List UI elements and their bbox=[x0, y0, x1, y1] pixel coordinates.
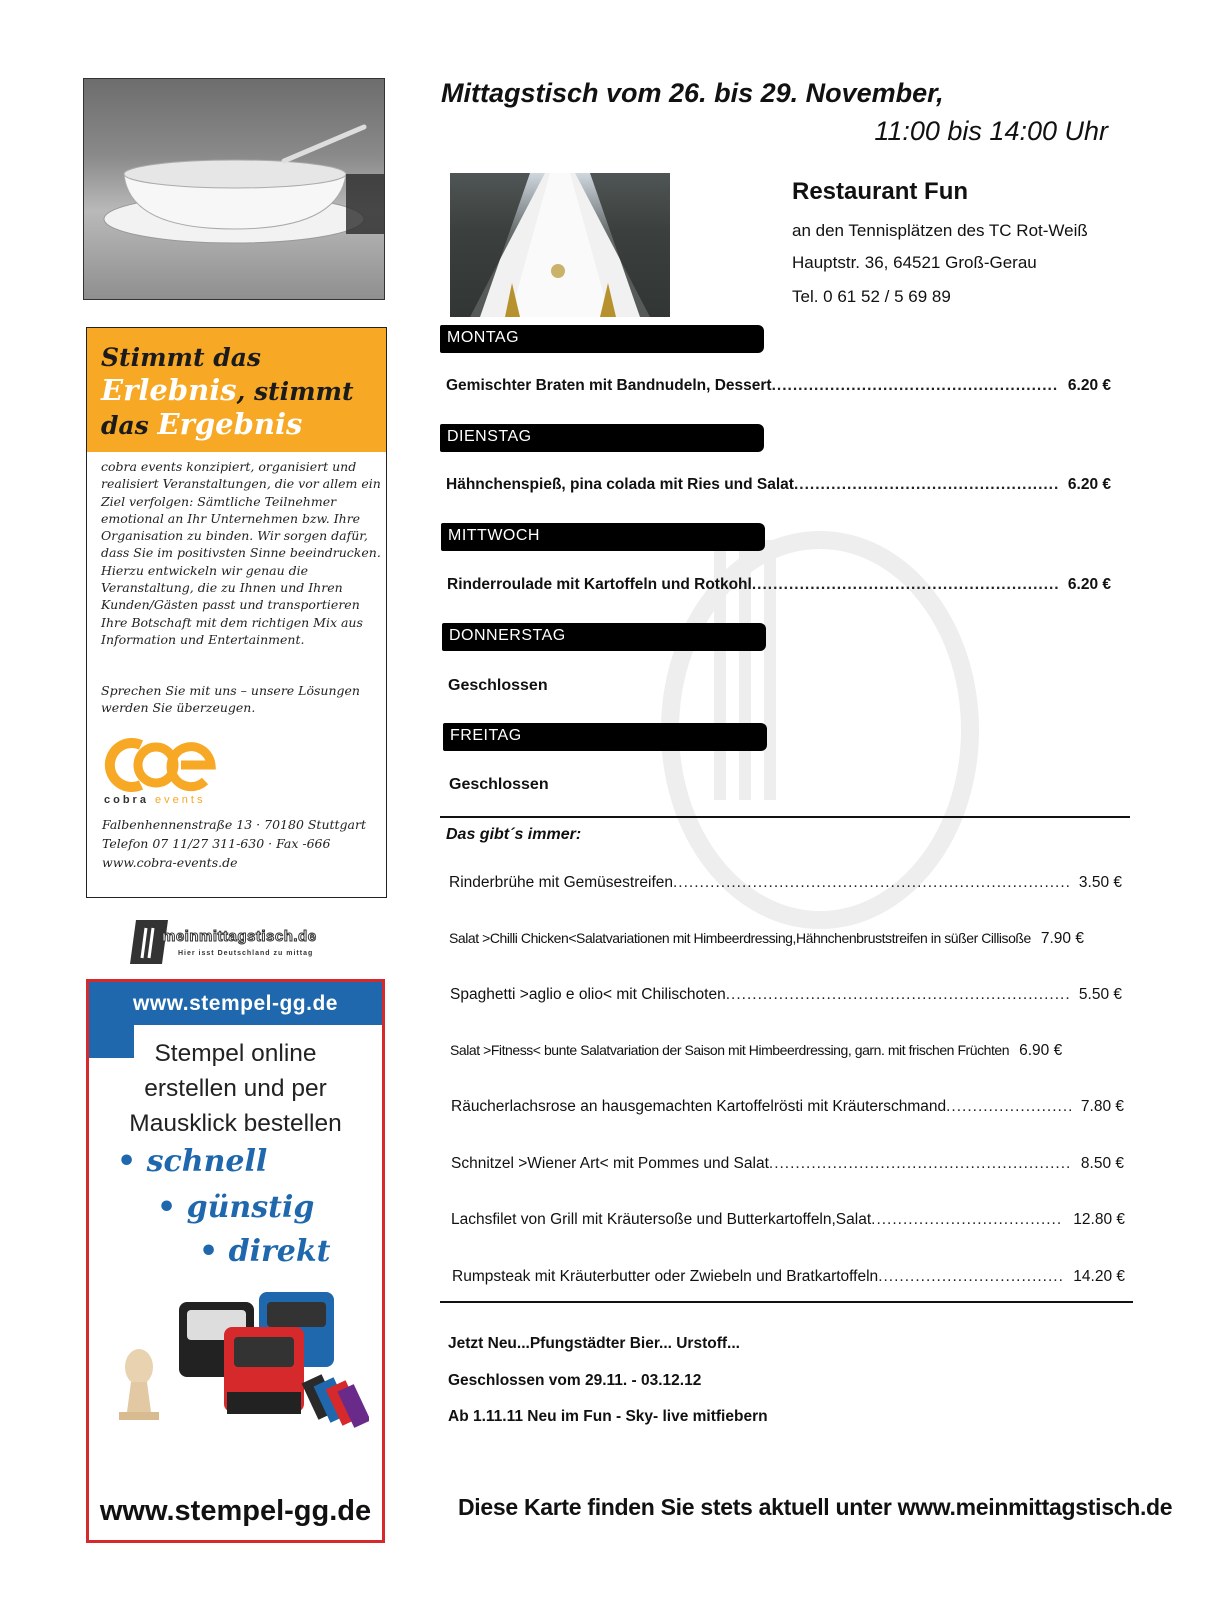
always-item bbox=[449, 874, 1122, 892]
restaurant-hall-photo bbox=[450, 173, 670, 317]
always-item-dish: Salat >Chilli Chicken<Salatvariationen mit Himbeerdressing,Hähnchenbruststreifen in süßer Cillisoße bbox=[449, 930, 1031, 946]
leader-dots bbox=[878, 1268, 1063, 1286]
always-item-price: 12.80 € bbox=[1073, 1211, 1125, 1228]
menu-item-dish: Gemischter Braten mit Bandnudeln, Dessert bbox=[446, 377, 772, 394]
day-bar-mittwoch: MITTWOCH bbox=[441, 523, 765, 551]
meinmittagstisch-name: meinmittagstisch.de bbox=[162, 928, 317, 945]
leader-dots bbox=[772, 377, 1058, 395]
note-sky: Ab 1.11.11 Neu im Fun - Sky- live mitfiebern bbox=[448, 1408, 768, 1425]
always-item bbox=[450, 1042, 1122, 1060]
always-item-price: 14.20 € bbox=[1073, 1268, 1125, 1285]
restaurant-location: an den Tennisplätzen des TC Rot-Weiß bbox=[792, 221, 1088, 240]
always-item-dish: Rinderbrühe mit Gemüsestreifen bbox=[449, 874, 673, 891]
bowl-photo bbox=[83, 78, 385, 300]
cobra-headline bbox=[87, 328, 386, 452]
cobra-headline-line-1: Stimmt das bbox=[101, 343, 262, 372]
menu-item-dish: Hähnchenspieß, pina colada mit Ries und Salat bbox=[446, 476, 794, 493]
leader-dots bbox=[726, 986, 1069, 1004]
cobra-brand bbox=[104, 794, 205, 806]
stempel-headline-3: Mausklick bestellen bbox=[129, 1110, 342, 1137]
stempel-url-top[interactable]: www.stempel-gg.de bbox=[89, 982, 382, 1025]
note-geschlossen: Geschlossen vom 29.11. - 03.12.12 bbox=[448, 1372, 702, 1389]
stempel-headline-1: Stempel online bbox=[154, 1040, 317, 1067]
menu-hours: 11:00 bis 14:00 Uhr bbox=[874, 116, 1108, 146]
always-item bbox=[451, 1211, 1125, 1229]
always-item-price: 7.80 € bbox=[1080, 1098, 1124, 1115]
divider-top bbox=[440, 816, 1130, 818]
restaurant-name: Restaurant Fun bbox=[792, 178, 969, 205]
menu-item-price: 6.20 € bbox=[1067, 377, 1111, 394]
menu-item-price: 6.20 € bbox=[1067, 576, 1111, 593]
leader-dots bbox=[946, 1098, 1071, 1116]
leader-dots bbox=[673, 874, 1069, 892]
always-item bbox=[451, 1155, 1124, 1173]
always-heading: Das gibt´s immer: bbox=[446, 826, 582, 843]
cobra-headline-ergebnis: Ergebnis bbox=[157, 407, 303, 441]
always-item bbox=[450, 986, 1122, 1004]
footer-note: Diese Karte finden Sie stets aktuell unter www.meinmittagstisch.de bbox=[458, 1494, 1173, 1520]
cobra-brand-name: cobra bbox=[104, 794, 149, 806]
closed-donnerstag: Geschlossen bbox=[448, 677, 548, 694]
always-item-dish: Räucherlachsrose an hausgemachten Kartoffelrösti mit Kräuterschmand bbox=[451, 1098, 947, 1115]
menu-item-dienstag bbox=[446, 476, 1111, 494]
stempel-ad bbox=[86, 979, 385, 1543]
always-item bbox=[452, 1268, 1125, 1286]
always-item bbox=[451, 1098, 1124, 1116]
menu-item-dish: Rinderroulade mit Kartoffeln und Rotkohl bbox=[447, 576, 752, 593]
note-bier: Jetzt Neu...Pfungstädter Bier... Urstoff... bbox=[448, 1335, 740, 1352]
cobra-body-text: cobra events konzipiert, organisiert und realisiert Veranstaltungen, die vor allem ein Ziel verfolgen: Sämtliche Teilnehmer emotional an Ihr Unternehmen bzw. Ihre Organisation zu binden. Wir sorgen dafür, dass Sie im positivsten Sinne beeindrucken. Hierzu entwickeln wir genau die Veranstaltung, die zu Ihnen und Ihren Kunden/Gästen passt und transportieren Ihre Botschaft mit dem richtigen Mix aus Information und Entertainment. bbox=[101, 459, 381, 647]
menu-item-montag bbox=[446, 377, 1111, 395]
day-bar-montag: MONTAG bbox=[440, 325, 764, 353]
day-bar-freitag: FREITAG bbox=[443, 723, 767, 751]
always-item-price: 6.90 € bbox=[1019, 1042, 1063, 1059]
menu-item-price: 6.20 € bbox=[1067, 476, 1111, 493]
cobra-body-text-2: Sprechen Sie mit uns – unsere Lösungen werden Sie überzeugen. bbox=[101, 683, 360, 716]
menu-title: Mittagstisch vom 26. bis 29. November, bbox=[441, 78, 944, 108]
cobra-events-ad bbox=[86, 327, 387, 898]
cobra-headline-erlebnis: Erlebnis bbox=[101, 373, 237, 407]
always-item-price: 5.50 € bbox=[1078, 986, 1122, 1003]
cobra-logo-icon bbox=[101, 735, 231, 795]
leader-dots bbox=[769, 1155, 1071, 1173]
always-item-price: 3.50 € bbox=[1078, 874, 1122, 891]
menu-item-mittwoch bbox=[447, 576, 1111, 594]
always-item-dish: Rumpsteak mit Kräuterbutter oder Zwiebeln und Bratkartoffeln bbox=[452, 1268, 879, 1285]
cobra-address-phone: Telefon 07 11/27 311-630 · Fax -666 bbox=[102, 836, 331, 851]
leader-dots bbox=[794, 476, 1058, 494]
stempel-bullet-direkt: • direkt bbox=[199, 1234, 331, 1269]
always-item-price: 8.50 € bbox=[1080, 1155, 1124, 1172]
restaurant-phone: Tel. 0 61 52 / 5 69 89 bbox=[792, 287, 951, 306]
cobra-address-url[interactable]: www.cobra-events.de bbox=[102, 855, 238, 870]
day-bar-dienstag: DIENSTAG bbox=[440, 424, 764, 452]
leader-dots bbox=[871, 1211, 1063, 1229]
day-bar-donnerstag: DONNERSTAG bbox=[442, 623, 766, 651]
cobra-address bbox=[102, 815, 387, 872]
stempel-url-bottom[interactable]: www.stempel-gg.de bbox=[99, 1495, 372, 1527]
divider-bottom bbox=[440, 1301, 1133, 1303]
meinmittagstisch-tagline: Hier isst Deutschland zu mittag bbox=[178, 950, 314, 957]
always-item bbox=[449, 930, 1122, 948]
meinmittagstisch-logo bbox=[128, 916, 358, 968]
leader-dots bbox=[752, 576, 1058, 594]
plate-watermark-icon bbox=[650, 500, 980, 930]
cobra-brand-events: events bbox=[155, 794, 206, 806]
stamps-icon bbox=[109, 1282, 369, 1452]
always-item-dish: Lachsfilet von Grill mit Kräutersoße und Butterkartoffeln,Salat bbox=[451, 1211, 872, 1228]
always-item-dish: Schnitzel >Wiener Art< mit Pommes und Salat bbox=[451, 1155, 769, 1172]
closed-freitag: Geschlossen bbox=[449, 776, 549, 793]
stempel-bullet-guenstig: • günstig bbox=[157, 1190, 315, 1225]
restaurant-address: Hauptstr. 36, 64521 Groß-Gerau bbox=[792, 253, 1037, 272]
always-item-dish: Salat >Fitness< bunte Salatvariation der Saison mit Himbeerdressing, garn. mit frischen Früchten bbox=[450, 1042, 1010, 1058]
stempel-headline bbox=[89, 1036, 382, 1141]
cobra-headline-line-2: , stimmt bbox=[236, 377, 354, 406]
stempel-bullet-schnell: • schnell bbox=[117, 1144, 268, 1179]
always-item-price: 7.90 € bbox=[1040, 930, 1084, 947]
cobra-headline-line-3: das bbox=[101, 411, 158, 440]
cobra-address-street: Falbenhennenstraße 13 · 70180 Stuttgart bbox=[102, 817, 367, 832]
always-item-dish: Spaghetti >aglio e olio< mit Chilischoten bbox=[450, 986, 726, 1003]
stempel-headline-2: erstellen und per bbox=[144, 1075, 327, 1102]
